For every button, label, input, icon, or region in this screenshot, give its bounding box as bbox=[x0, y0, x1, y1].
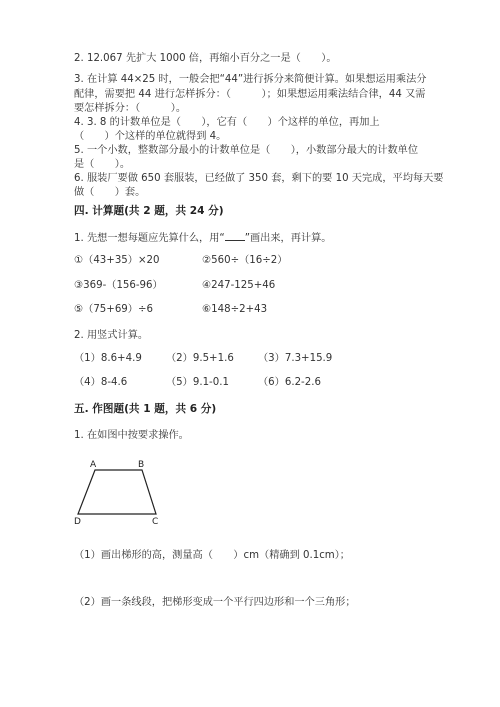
trapezoid-figure bbox=[70, 455, 180, 527]
question-4-line-1: 4. 3. 8 的计数单位是（ ），它有（ ）个这样的单位，再加上 bbox=[74, 117, 380, 128]
calc-item: ②560÷（16÷2） bbox=[202, 255, 288, 266]
section-5-heading: 五. 作图题(共 1 题，共 6 分) bbox=[74, 403, 217, 415]
vertex-label-a: A bbox=[90, 460, 97, 470]
vertex-label-b: B bbox=[138, 460, 145, 470]
calc-instruction-pre: 1. 先想一想每题应先算什么，用“ bbox=[74, 233, 225, 244]
underline-blank bbox=[225, 231, 245, 241]
question-5-line-2: 是（ ）。 bbox=[74, 159, 131, 170]
calc-instruction bbox=[74, 231, 331, 246]
drawing-step-1: （1）画出梯形的高，测量高（ ）cm（精确到 0.1cm）； bbox=[74, 550, 350, 561]
trapezoid bbox=[78, 470, 156, 514]
question-3-line-3: 要怎样拆分：（ ）。 bbox=[74, 103, 187, 114]
question-5-line-1: 5. 一个小数，整数部分最小的计数单位是（ ），小数部分最大的计数单位 bbox=[74, 145, 419, 156]
vertex-label-d: D bbox=[74, 517, 81, 527]
question-6-line-2: 做（ ）套。 bbox=[74, 187, 146, 198]
vertical-calc-item: （1）8.6+4.9 bbox=[74, 353, 142, 364]
calc-item: ③369-（156-96） bbox=[74, 280, 163, 291]
section-4-heading: 四. 计算题(共 2 题，共 24 分) bbox=[74, 205, 224, 217]
question-3-line-1: 3. 在计算 44×25 时，一般会把“44”进行拆分来简便计算。如果想运用乘法分 bbox=[74, 74, 427, 85]
vertical-calc-instruction: 2. 用竖式计算。 bbox=[74, 330, 149, 341]
vertical-calc-item: （6）6.2-2.6 bbox=[258, 377, 321, 388]
drawing-instruction: 1. 在如图中按要求操作。 bbox=[74, 430, 189, 441]
question-4-line-2: （ ）个这样的单位就得到 4。 bbox=[74, 131, 227, 142]
calc-item: ⑥148÷2+43 bbox=[202, 304, 268, 315]
vertex-label-c: C bbox=[152, 517, 159, 527]
vertical-calc-item: （4）8-4.6 bbox=[74, 377, 128, 388]
vertical-calc-item: （2）9.5+1.6 bbox=[166, 353, 234, 364]
drawing-step-2: （2）画一条线段，把梯形变成一个平行四边形和一个三角形； bbox=[74, 597, 356, 608]
vertical-calc-item: （5）9.1-0.1 bbox=[166, 377, 229, 388]
question-2: 2. 12.067 先扩大 1000 倍，再缩小百分之一是（ ）。 bbox=[74, 53, 337, 64]
vertical-calc-item: （3）7.3+15.9 bbox=[258, 353, 333, 364]
question-3-line-2: 配律，需要把 44 进行怎样拆分：（ ）；如果想运用乘法结合律，44 又需 bbox=[74, 89, 426, 100]
calc-instruction-post: ”画出来，再计算。 bbox=[244, 233, 332, 244]
question-6-line-1: 6. 服装厂要做 650 套服装，已经做了 350 套，剩下的要 10 天完成，平均每天要 bbox=[74, 173, 444, 184]
calc-item: ①（43+35）×20 bbox=[74, 255, 160, 266]
calc-item: ⑤（75+69）÷6 bbox=[74, 304, 153, 315]
calc-item: ④247-125+46 bbox=[202, 280, 276, 291]
